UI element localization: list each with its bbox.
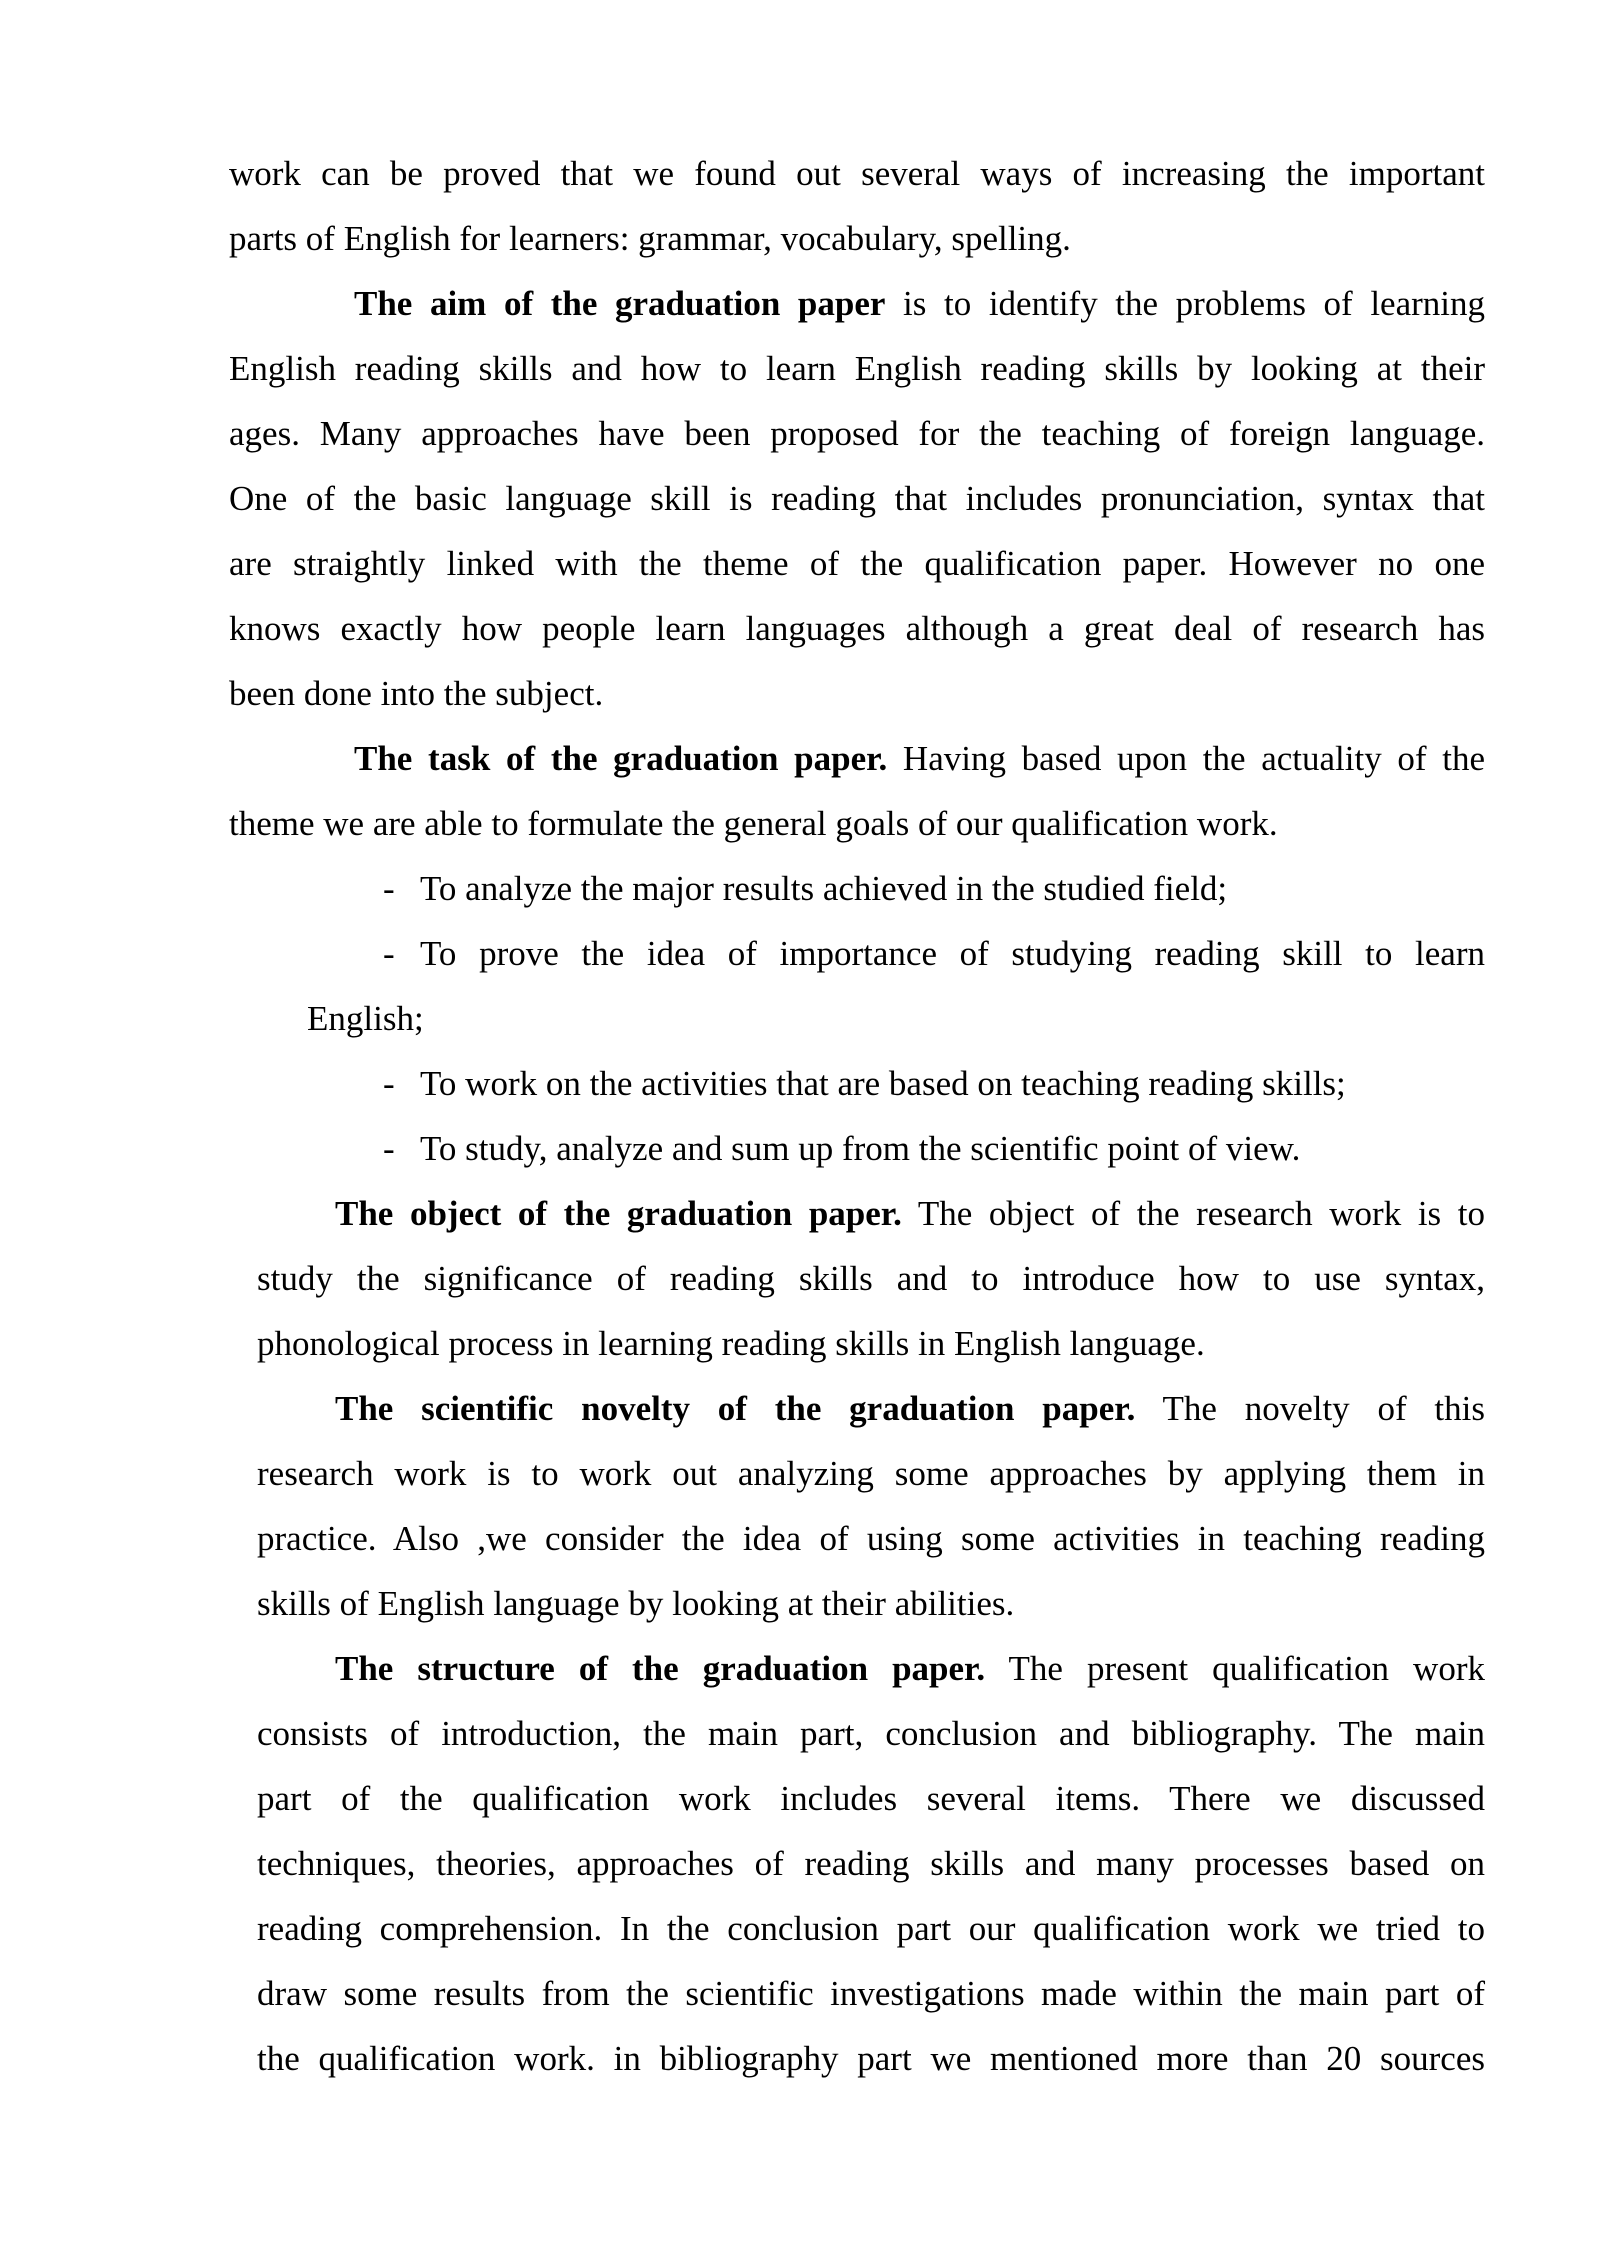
structure-heading: The structure of the graduation paper.	[335, 1649, 986, 1688]
aim-line-5: are straightly linked with the theme of the qualification paper. However no one	[229, 544, 1485, 583]
aim-line-1: The aim of the graduation paper is to identify the problems of learning	[354, 284, 1485, 323]
structure-line-1: The structure of the graduation paper. The present qualification work	[335, 1649, 1485, 1688]
task-bullet-2: To prove the idea of importance of studying reading skill to learn	[420, 934, 1485, 973]
bullet-marker: -	[383, 869, 395, 908]
structure-line-2: consists of introduction, the main part, conclusion and bibliography. The main	[257, 1714, 1485, 1753]
task-bullet-3: To work on the activities that are based on teaching reading skills;	[420, 1064, 1346, 1103]
aim-heading: The aim of the graduation paper	[354, 284, 886, 323]
aim-line-4: One of the basic language skill is reading that includes pronunciation, syntax that	[229, 479, 1485, 518]
novelty-line-1: The scientific novelty of the graduation paper. The novelty of this	[335, 1389, 1485, 1428]
object-line-1: The object of the graduation paper. The object of the research work is to	[335, 1194, 1485, 1233]
structure-line-5: reading comprehension. In the conclusion part our qualification work we tried to	[257, 1909, 1485, 1948]
task-bullet-1: To analyze the major results achieved in the studied field;	[420, 869, 1228, 908]
bullet-marker: -	[383, 1129, 395, 1168]
object-line-2: study the significance of reading skills and to introduce how to use syntax,	[257, 1259, 1485, 1298]
task-bullet-4: To study, analyze and sum up from the scientific point of view.	[420, 1129, 1301, 1168]
structure-line-3: part of the qualification work includes several items. There we discussed	[257, 1779, 1485, 1818]
object-heading: The object of the graduation paper.	[335, 1194, 902, 1233]
novelty-line-4: skills of English language by looking at their abilities.	[257, 1584, 1015, 1623]
structure-line-7: the qualification work. in bibliography part we mentioned more than 20 sources	[257, 2039, 1485, 2078]
object-line-3: phonological process in learning reading skills in English language.	[257, 1324, 1205, 1363]
intro-line-2: parts of English for learners: grammar, vocabulary, spelling.	[229, 219, 1071, 258]
aim-line-6: knows exactly how people learn languages although a great deal of research has	[229, 609, 1485, 648]
intro-line-1: work can be proved that we found out several ways of increasing the important	[229, 154, 1485, 193]
aim-line-7: been done into the subject.	[229, 674, 604, 713]
task-line-1: The task of the graduation paper. Having based upon the actuality of the	[354, 739, 1485, 778]
novelty-line-3: practice. Also ,we consider the idea of using some activities in teaching reading	[257, 1519, 1485, 1558]
aim-line-3: ages. Many approaches have been proposed for the teaching of foreign language.	[229, 414, 1485, 453]
structure-line-4: techniques, theories, approaches of reading skills and many processes based on	[257, 1844, 1485, 1883]
task-line-2: theme we are able to formulate the general goals of our qualification work.	[229, 804, 1278, 843]
bullet-marker: -	[383, 934, 395, 973]
structure-line-6: draw some results from the scientific investigations made within the main part of	[257, 1974, 1485, 2013]
novelty-line-2: research work is to work out analyzing some approaches by applying them in	[257, 1454, 1485, 1493]
task-heading: The task of the graduation paper.	[354, 739, 888, 778]
task-bullet-2-cont: English;	[307, 999, 424, 1038]
aim-line-2: English reading skills and how to learn English reading skills by looking at their	[229, 349, 1485, 388]
bullet-marker: -	[383, 1064, 395, 1103]
novelty-heading: The scientific novelty of the graduation paper.	[335, 1389, 1136, 1428]
